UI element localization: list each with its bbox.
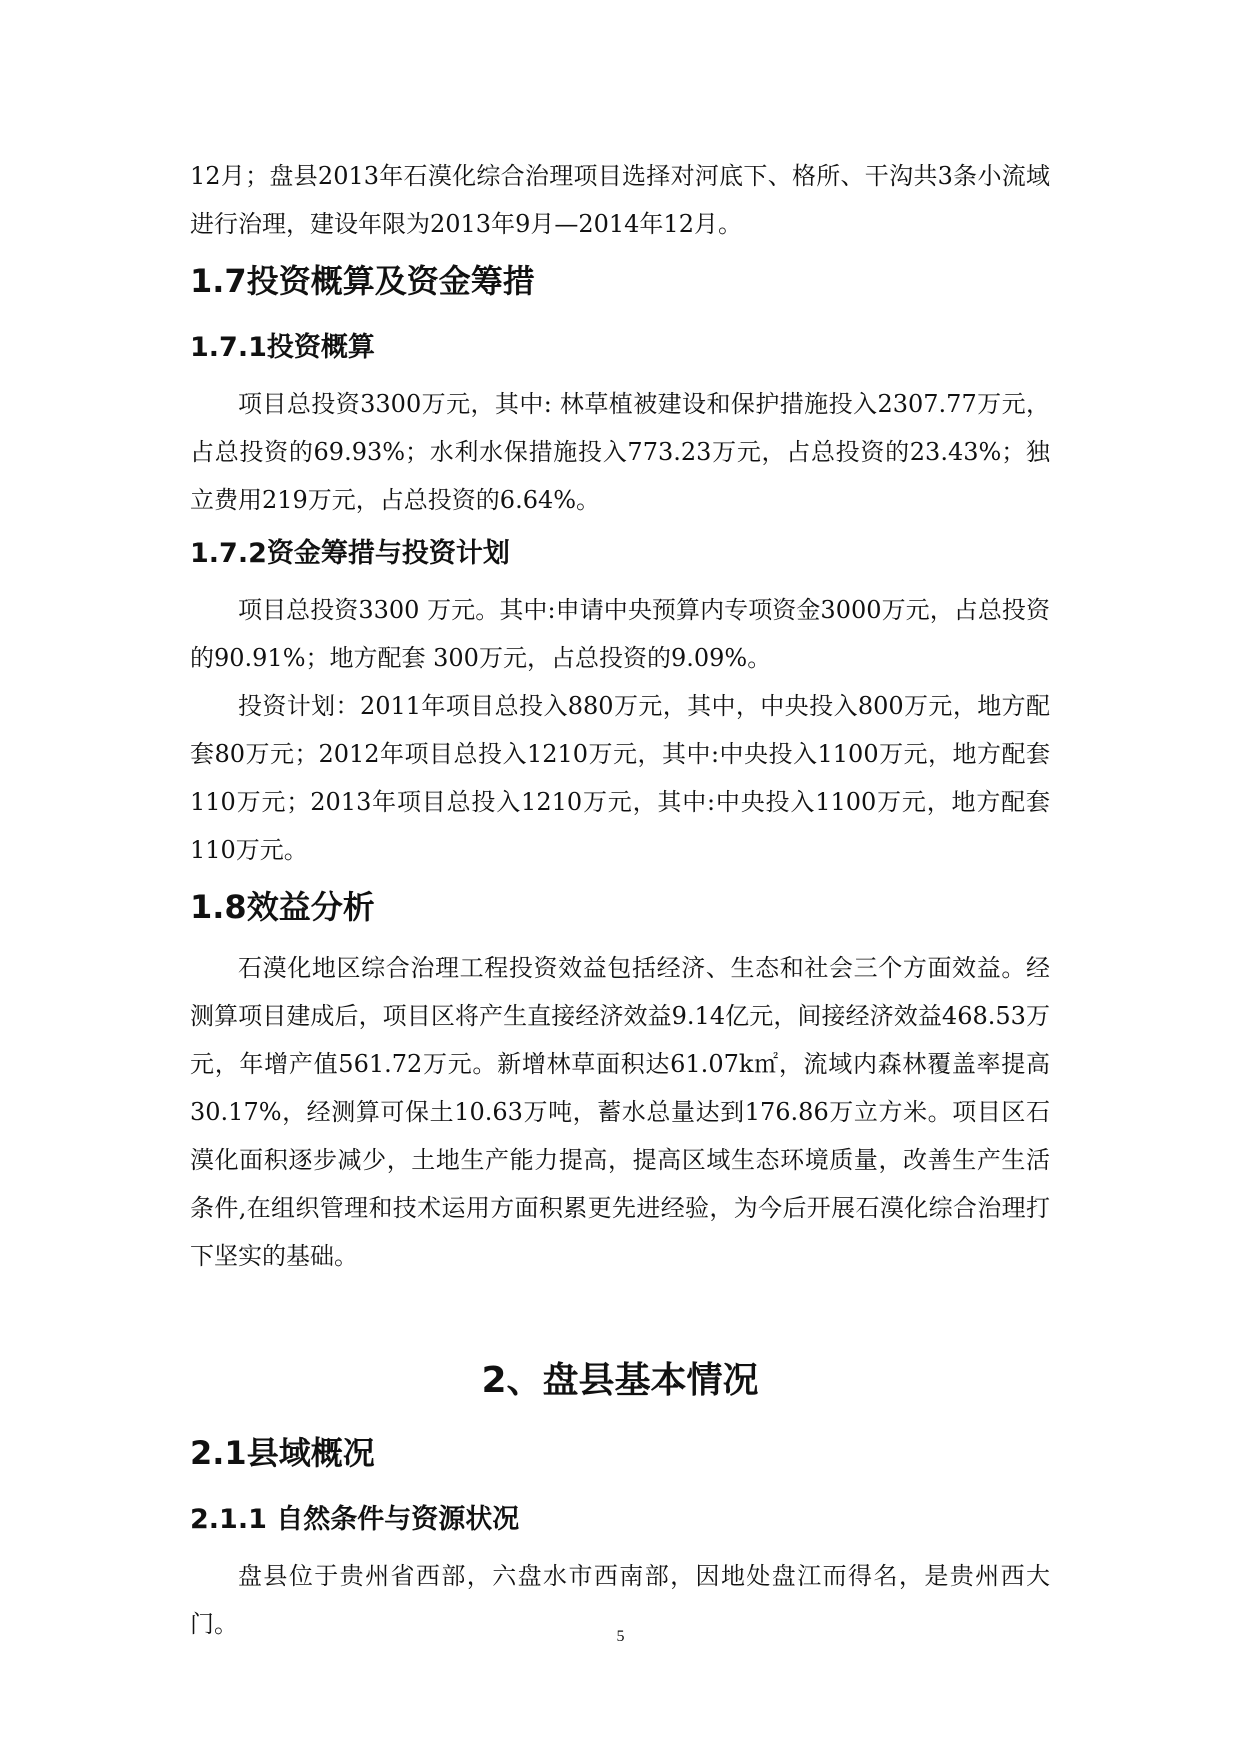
section-1-7-heading: 1.7投资概算及资金筹措 (190, 262, 535, 300)
funding-paragraph: 项目总投资3300 万元。其中:申请中央预算内专项资金3000万元，占总投资的90.91%；地方配套 300万元，占总投资的9.09%。 (190, 596, 1050, 672)
investment-summary-paragraph: 项目总投资3300万元，其中: 林草植被建设和保护措施投入2307.77万元，占总投资的69.93%；水利水保措施投入773.23万元，占总投资的23.43%；独立费用219万元，占总投资的6.64%。 (190, 390, 1050, 514)
page-number: 5 (616, 1628, 625, 1645)
section-1-7-2-heading: 1.7.2资金筹措与投资计划 (190, 538, 510, 569)
section-2-1-heading: 2.1县域概况 (190, 1434, 375, 1472)
intro-paragraph: 12月；盘县2013年石漠化综合治理项目选择对河底下、格所、干沟共3条小流域进行治理，建设年限为2013年9月—2014年12月。 (190, 162, 1050, 238)
section-1-8-heading: 1.8效益分析 (190, 888, 375, 926)
section-2-1-1-heading: 2.1.1 自然条件与资源状况 (190, 1504, 520, 1535)
page-content (190, 152, 1050, 1648)
investment-plan-paragraph: 投资计划：2011年项目总投入880万元，其中，中央投入800万元，地方配套80万元；2012年项目总投入1210万元，其中:中央投入1100万元，地方配套110万元；2013年项目总投入1210万元，其中:中央投入1100万元，地方配套110万元。 (190, 692, 1050, 864)
section-1-7-1-heading: 1.7.1投资概算 (190, 332, 375, 363)
chapter-2-title: 2、盘县基本情况 (481, 1360, 759, 1401)
benefit-analysis-paragraph: 石漠化地区综合治理工程投资效益包括经济、生态和社会三个方面效益。经测算项目建成后，项目区将产生直接经济效益9.14亿元，间接经济效益468.53万元，年增产值561.72万元。新增林草面积达61.07k㎡，流域内森林覆盖率提高30.17%，经测算可保土10.63万吨，蓄水总量达到176.86万立方米。项目区石漠化面积逐步减少，土地生产能力提高，提高区域生态环境质量，改善生产生活条件,在组织管理和技术运用方面积累更先进经验，为今后开展石漠化综合治理打下坚实的基础。 (190, 954, 1050, 1270)
location-paragraph: 盘县位于贵州省西部，六盘水市西南部，因地处盘江而得名，是贵州西大门。 (190, 1562, 1050, 1638)
